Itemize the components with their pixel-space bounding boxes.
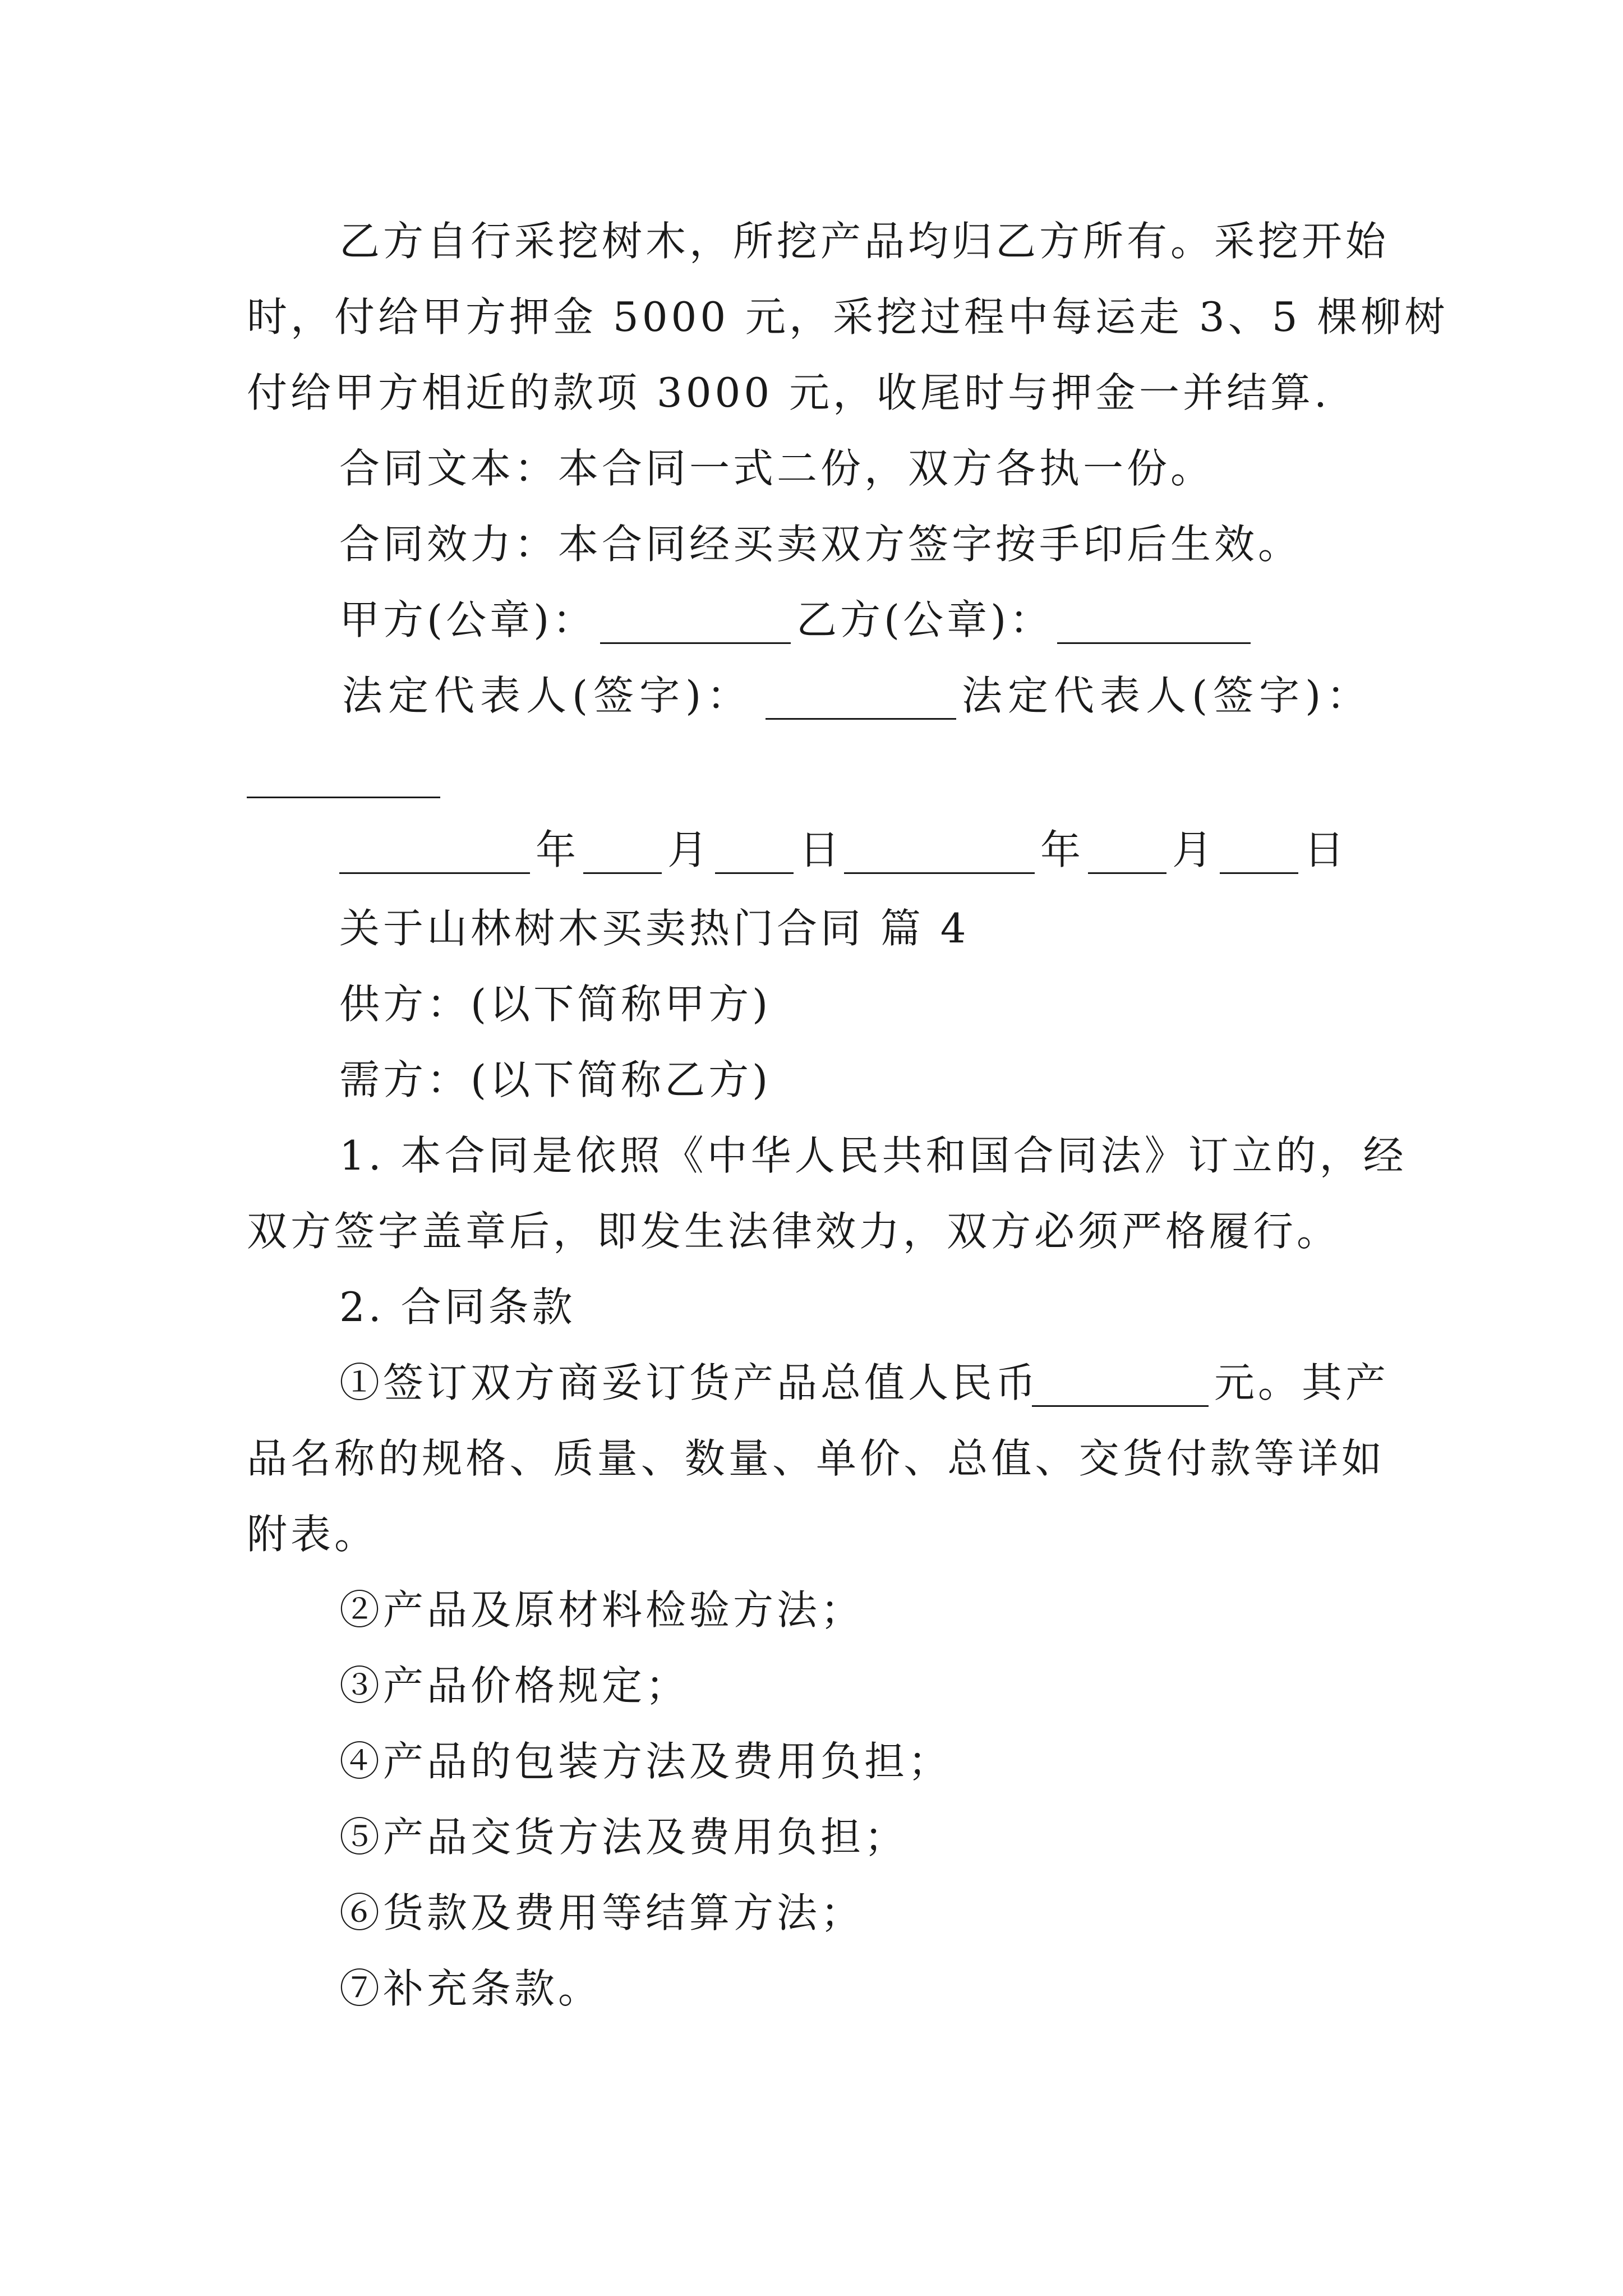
section-title: 关于山林树木买卖热门合同 篇 4: [339, 905, 970, 952]
total-value-blank: [1032, 1405, 1209, 1407]
clause-2-heading: 2. 合同条款: [339, 1283, 576, 1331]
date-b-year-label: 年: [1040, 826, 1085, 873]
clause-1-line2: 双方签字盖章后，即发生法律效力，双方必须严格履行。: [247, 1208, 1341, 1255]
party-b-seal-label: 乙方(公章)：: [796, 596, 1054, 643]
party-a-seal-label: 甲方(公章)：: [339, 596, 597, 643]
supplier-line: 供方：(以下简称甲方): [339, 981, 772, 1028]
item-1-line1-start: ①签订双方商妥订货产品总值人民币: [339, 1359, 1040, 1406]
party-b-seal-blank: [1057, 642, 1251, 644]
item-1-line2: 品名称的规格、质量、数量、单价、总值、交货付款等详如: [247, 1435, 1385, 1482]
date-a-day-label: 日: [799, 826, 843, 873]
date-b-day-blank: [1220, 872, 1298, 874]
date-a-day-blank: [715, 872, 794, 874]
item-1-line3: 附表。: [247, 1511, 379, 1558]
date-b-year-blank: [844, 872, 1035, 874]
buyer-line: 需方：(以下简称乙方): [339, 1056, 772, 1103]
item-2: ②产品及原材料检验方法；: [339, 1586, 865, 1634]
item-3: ③产品价格规定；: [339, 1662, 690, 1709]
party-a-rep-label: 法定代表人(签字)：: [342, 672, 753, 719]
date-b-month-label: 月: [1172, 826, 1216, 873]
party-b-rep-label: 法定代表人(签字)：: [962, 672, 1373, 719]
date-a-year-blank: [339, 872, 530, 874]
date-b-day-label: 日: [1304, 826, 1348, 873]
date-a-month-blank: [583, 872, 662, 874]
clause-1-line1: 1. 本合同是依照《中华人民共和国合同法》订立的，经: [339, 1132, 1407, 1179]
paragraph-harvest-line2: 时，付给甲方押金 5000 元，采挖过程中每运走 3、5 棵柳树: [247, 293, 1449, 341]
date-a-month-label: 月: [667, 826, 712, 873]
party-a-rep-blank: [766, 718, 956, 720]
item-7: ⑦补充条款。: [339, 1965, 602, 2012]
date-b-month-blank: [1088, 872, 1166, 874]
item-1-line1-end: 元。其产: [1214, 1359, 1390, 1406]
party-a-seal-blank: [600, 642, 791, 644]
item-6: ⑥货款及费用等结算方法；: [339, 1889, 865, 1936]
paragraph-harvest-line1: 乙方自行采挖树木，所挖产品均归乙方所有。采挖开始: [339, 218, 1390, 265]
contract-copies-clause: 合同文本：本合同一式二份，双方各执一份。: [339, 445, 1215, 492]
item-4: ④产品的包装方法及费用负担；: [339, 1738, 952, 1785]
contract-validity-clause: 合同效力：本合同经买卖双方签字按手印后生效。: [339, 521, 1302, 568]
item-5: ⑤产品交货方法及费用负担；: [339, 1814, 909, 1861]
date-a-year-label: 年: [536, 826, 580, 873]
party-b-rep-blank: [247, 797, 440, 798]
paragraph-harvest-line3: 付给甲方相近的款项 3000 元，收尾时与押金一并结算.: [247, 369, 1330, 416]
